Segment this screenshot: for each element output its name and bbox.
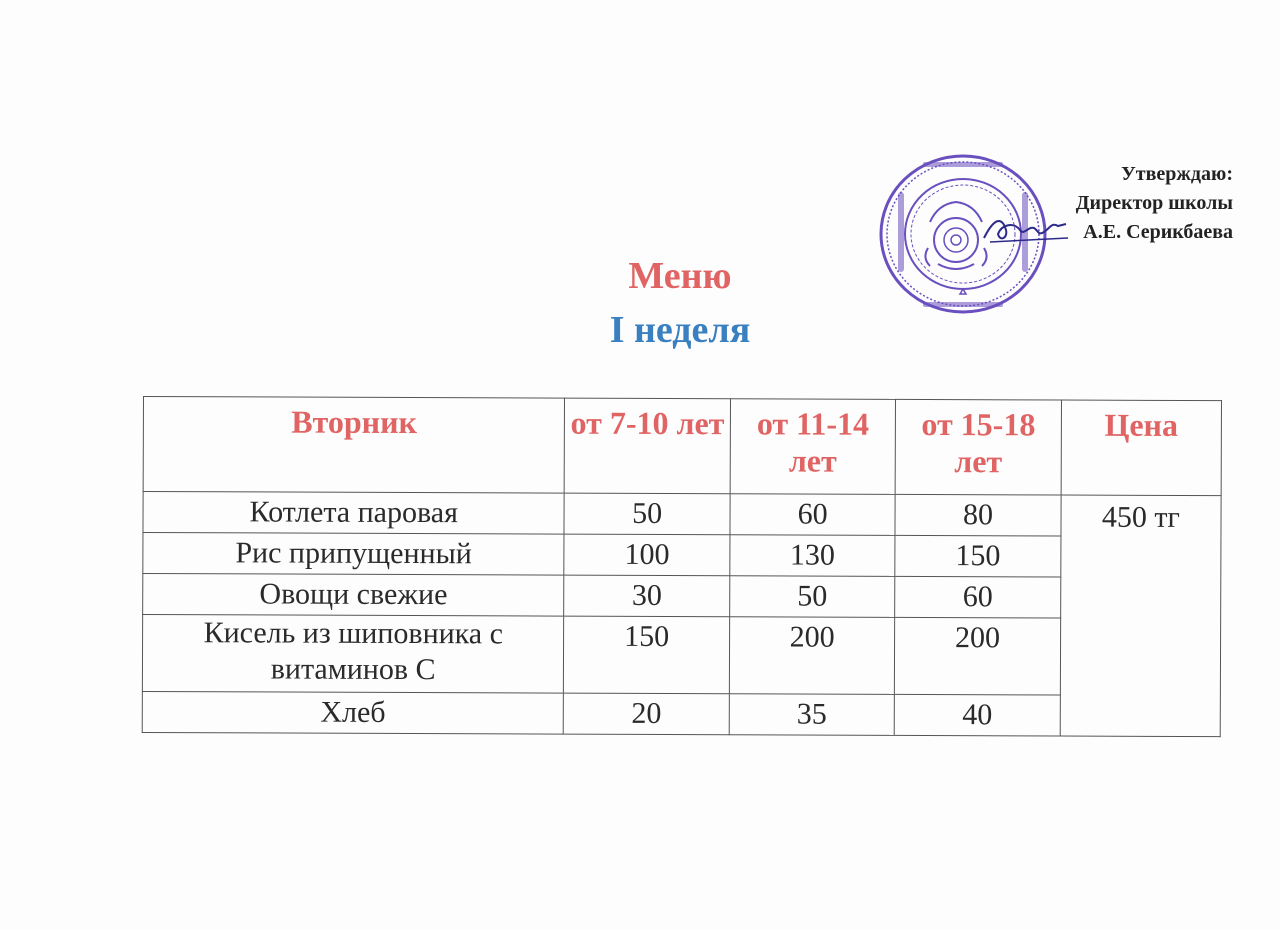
table-row (143, 533, 1221, 578)
menu-table (142, 396, 1222, 737)
approval-line-1: Утверждаю: (1121, 163, 1233, 185)
portion-cell: 40 (894, 694, 1060, 736)
dish-cell: Рис припущенный (143, 533, 565, 576)
portion-cell: 60 (895, 576, 1061, 618)
header-age-15-18: от 15-18 лет (895, 399, 1061, 495)
portion-cell: 50 (564, 493, 730, 535)
table-header-row (143, 397, 1221, 496)
header-price: Цена (1061, 400, 1222, 496)
portion-cell: 200 (895, 617, 1061, 695)
portion-cell: 80 (895, 494, 1061, 536)
portion-cell: 35 (729, 694, 895, 736)
menu-title: Меню (628, 255, 732, 297)
portion-cell: 100 (564, 534, 730, 576)
portion-cell: 20 (564, 693, 730, 735)
portion-cell: 60 (730, 494, 896, 536)
approval-line-2: Директор школы (1075, 192, 1233, 214)
portion-cell: 50 (730, 576, 896, 618)
approval-block (1076, 160, 1233, 247)
header-day: Вторник (143, 397, 565, 494)
portion-cell: 150 (564, 616, 730, 694)
dish-cell: Хлеб (142, 691, 564, 734)
portion-cell: 130 (730, 535, 896, 577)
header-age-11-14: от 11-14 лет (730, 399, 896, 495)
director-signature (980, 208, 1070, 248)
table-row (142, 691, 1220, 736)
portion-cell: 200 (729, 617, 895, 695)
dish-cell: Котлета паровая (143, 492, 565, 535)
portion-cell: 30 (564, 575, 730, 617)
header-age-7-10: от 7-10 лет (565, 398, 731, 494)
approval-line-3: А.Е. Серикбаева (1083, 221, 1233, 243)
price-cell: 450 тг (1060, 495, 1221, 737)
table-row (143, 574, 1221, 619)
table-row (142, 615, 1220, 696)
dish-cell: Овощи свежие (143, 574, 565, 617)
week-title: I неделя (609, 309, 751, 351)
table-row (143, 492, 1221, 537)
portion-cell: 150 (895, 535, 1061, 577)
dish-cell: Кисель из шиповника с витаминов С (142, 615, 564, 694)
